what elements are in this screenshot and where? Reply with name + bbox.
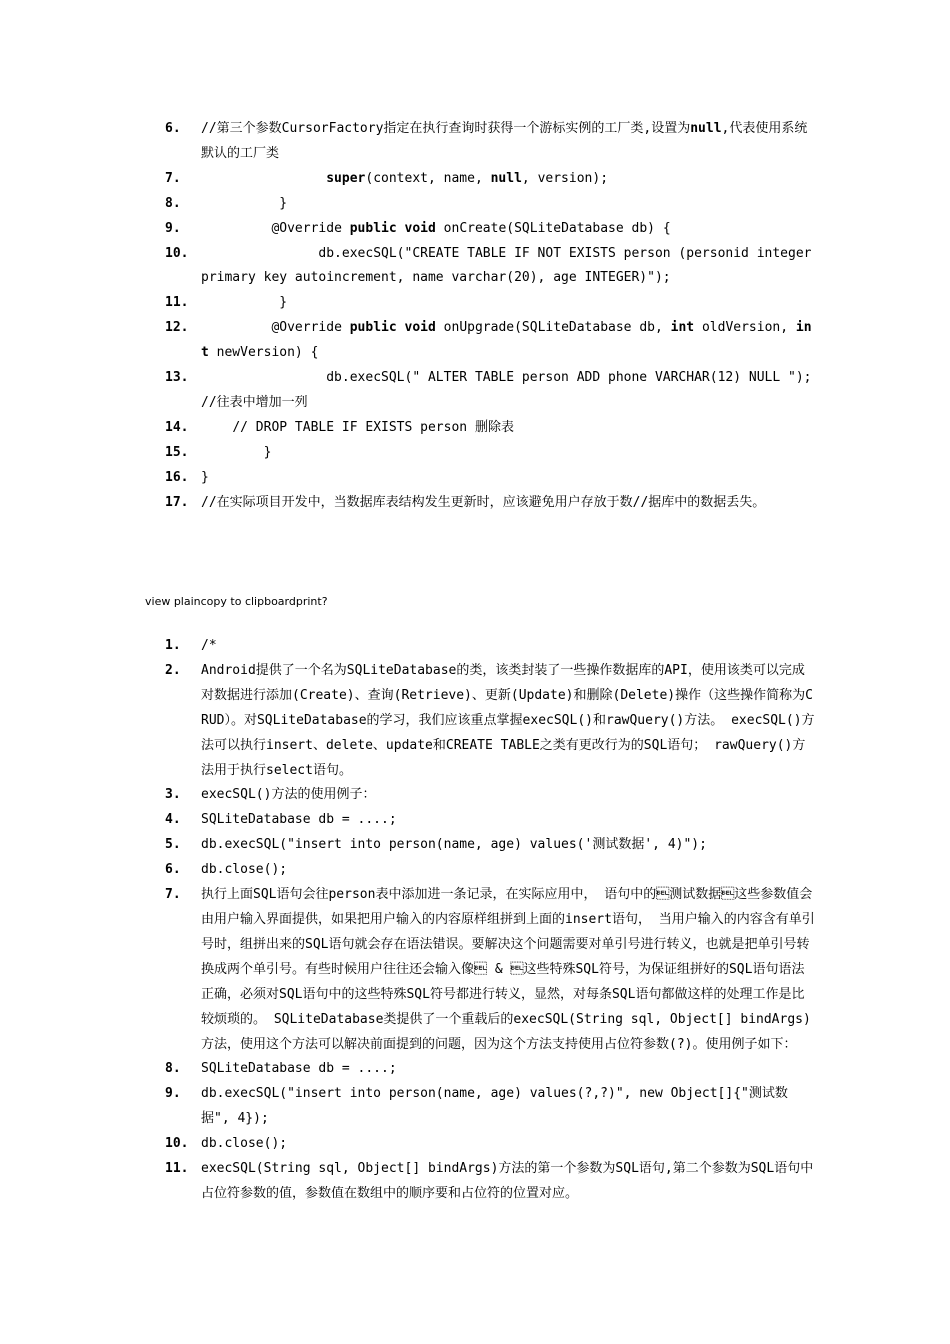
line-text: } — [201, 444, 272, 460]
line-text: db.execSQL("CREATE TABLE IF NOT EXISTS person (personid integer primary key autoincrement, name varchar(20), age INTEGER)"); — [201, 245, 820, 286]
line-number: 16. — [165, 469, 189, 485]
line-number: 1. — [165, 638, 181, 653]
line-number: 15. — [165, 444, 189, 460]
line-number: 9. — [165, 220, 181, 236]
keyword: int — [670, 320, 695, 336]
line-text: Android提供了一个名为SQLiteDatabase的类，该类封装了一些操作数据库的API，使用该类可以完成对数据进行添加(Create)、查询(Retrieve)、更新(Update)和删除(Delete)操作（这些操作简称为CRUD）。对SQLiteDatabase的学习，我们应该重点掌握execSQL()和rawQuery()方法。 execSQL()方法可以执行insert、delete、update和CREATE TABLE之类有更改行为的SQL语句； rawQuery()方法用于执行select语句。 — [201, 662, 815, 778]
code-line — [165, 192, 815, 217]
line-text: } — [201, 195, 288, 211]
code-line — [165, 858, 815, 883]
line-text: super(context, name, null, version); — [326, 170, 609, 186]
code-listing-1 — [165, 117, 820, 516]
line-number: 6. — [165, 862, 181, 878]
keyword: public — [349, 320, 397, 336]
line-text: /* — [201, 638, 217, 653]
line-number: 12. — [165, 320, 189, 336]
keyword: void — [404, 320, 436, 336]
line-text: db.execSQL("insert into person(name, age) values(?,?)", new Object[]{"测试数据", 4}); — [201, 1086, 788, 1127]
code-line — [165, 1082, 815, 1132]
line-number: 4. — [165, 812, 181, 828]
line-number: 8. — [165, 195, 181, 211]
code-line — [165, 117, 815, 167]
code-listing-2 — [165, 634, 815, 1207]
code-line — [165, 1057, 815, 1082]
line-text: execSQL(String sql, Object[] bindArgs)方法的第一个参数为SQL语句,第二个参数为SQL语句中占位符参数的值，参数值在数组中的顺序要和占位符的位置对应。 — [201, 1161, 814, 1201]
code-line — [165, 1132, 815, 1157]
keyword: void — [404, 220, 436, 236]
code-line — [165, 366, 820, 416]
line-number: 7. — [165, 887, 181, 903]
code-line — [165, 316, 815, 366]
line-text: db.execSQL(" ALTER TABLE person ADD phone VARCHAR(12) NULL "); //往表中增加一列 — [201, 370, 820, 410]
code-line — [165, 783, 815, 808]
line-number: 9. — [165, 1086, 181, 1102]
code-line — [165, 441, 815, 466]
code-line — [165, 634, 815, 659]
code-line — [165, 217, 815, 242]
line-number: 14. — [165, 419, 189, 435]
line-text: @Override public void onCreate(SQLiteDatabase db) { — [201, 220, 671, 236]
line-text: // DROP TABLE IF EXISTS person 删除表 — [201, 419, 514, 435]
line-text: db.close(); — [201, 862, 288, 878]
line-text: db.execSQL("insert into person(name, age) values('测试数据', 4)"); — [201, 837, 707, 853]
keyword: null — [490, 170, 522, 186]
code-line — [165, 416, 815, 441]
code-line — [165, 167, 815, 192]
line-text: execSQL()方法的使用例子： — [201, 787, 376, 803]
line-number: 11. — [165, 295, 189, 311]
line-text: @Override public void onUpgrade(SQLiteDatabase db, int oldVersion, int newVersion) { — [201, 320, 812, 361]
line-text: db.close(); — [201, 1136, 288, 1152]
line-number: 7. — [165, 170, 181, 186]
code-line — [165, 833, 815, 858]
code-toolbar[interactable]: view plaincopy to clipboardprint? — [145, 595, 328, 608]
line-number: 8. — [165, 1061, 181, 1077]
line-number: 5. — [165, 837, 181, 853]
line-text: SQLiteDatabase db = ....; — [201, 812, 397, 828]
code-line — [165, 466, 815, 491]
keyword: public — [349, 220, 397, 236]
line-number: 2. — [165, 662, 181, 678]
line-text: } — [201, 295, 288, 311]
keyword: null — [690, 121, 722, 136]
line-text: //在实际项目开发中，当数据库表结构发生更新时，应该避免用户存放于数//据库中的数据丢失。 — [201, 494, 766, 510]
line-text: } — [201, 469, 209, 485]
line-number: 3. — [165, 787, 181, 803]
line-number: 6. — [165, 121, 181, 136]
keyword: super — [326, 170, 366, 186]
line-number: 17. — [165, 494, 189, 510]
line-text: //第三个参数CursorFactory指定在执行查询时获得一个游标实例的工厂类,设置为null,代表使用系统默认的工厂类 — [201, 121, 808, 161]
line-number: 10. — [165, 1136, 189, 1152]
code-line — [165, 242, 820, 292]
line-number: 13. — [165, 370, 189, 386]
code-line — [165, 1157, 815, 1207]
code-line — [165, 659, 815, 784]
code-line — [165, 491, 815, 516]
code-line — [165, 883, 815, 1057]
code-line — [165, 808, 815, 833]
line-number: 10. — [165, 245, 189, 261]
line-text: SQLiteDatabase db = ....; — [201, 1061, 397, 1077]
line-number: 11. — [165, 1161, 189, 1177]
line-text: 执行上面SQL语句会往person表中添加进一条记录，在实际应用中， 语句中的测试数据这些参数值会由用户输入界面提供，如果把用户输入的内容原样组拼到上面的insert语句， 当用户输入的内容含有单引号时，组拼出来的SQL语句就会存在语法错误。要解决这个问题需要对单引号进行转义，也就是把单引号转换成两个单引号。有些时候用户往往还会输入像 & 这些特殊SQL符号，为保证组拼好的SQL语句语法正确，必须对SQL语句中的这些特殊SQL符号都进行转义，显然，对每条SQL语句都做这样的处理工作是比较烦琐的。 SQLiteDatabase类提供了一个重载后的execSQL(String sql, Object[] bindArgs)方法，使用这个方法可以解决前面提到的问题，因为这个方法支持使用占位符参数(?)。使用例子如下： — [201, 887, 815, 1052]
code-line — [165, 291, 815, 316]
keyword: int — [201, 320, 812, 361]
